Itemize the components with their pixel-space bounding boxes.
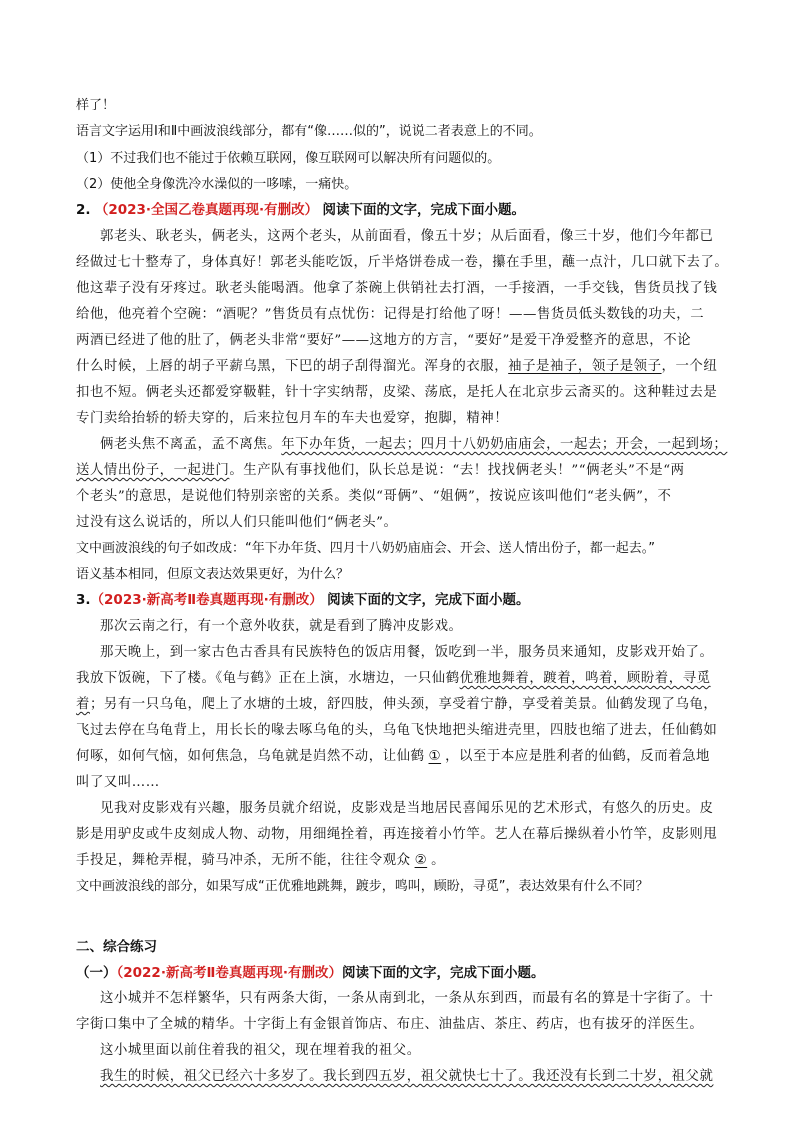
q3-blank-2: ②: [414, 853, 428, 868]
q3-p2-text: ；另有一只乌龟，爬上了水塘的土坡，舒四肢，伸头颈，享受着宁静，享受着美景。仙鹤发现了乌龟，: [89, 697, 718, 712]
q1-line-tail: 样了！: [76, 98, 116, 113]
section-2-source: （2022·新高考Ⅱ卷真题再现·有删改）: [116, 965, 342, 981]
section-2-heading: 二、综合练习: [76, 939, 157, 955]
section-2-p2: 这小城里面以前住着我的祖父，现在埋着我的祖父。: [100, 1043, 421, 1058]
q3-instruction: 阅读下面的文字，完成下面小题。: [327, 592, 530, 608]
q2-wavy-sentence-cont: 送人情出份子，一起进门: [76, 463, 230, 478]
q2-prompt-line-2: 语义基本相同，但原文表达效果更好，为什么？: [76, 567, 350, 582]
q3-p2-line: 飞过去停在乌龟背上，用长长的喙去啄乌龟的头，乌龟飞快地把头缩进壳里，四肢也缩了进去，任仙鹤如: [76, 723, 718, 738]
q2-prompt-line-1: 文中画波浪线的句子如改成：“年下办年货、四月十八奶奶庙庙会、开会、送人情出份子，都一起去。”: [76, 541, 655, 556]
q2-p1-line: 给他，他亮着个空碗：“酒呢？”售货员有点忧伤：记得是打给他了呀！——售货员低头数钱的功夫，二: [76, 307, 705, 322]
q3-p2-line: [76, 670, 711, 688]
section-2-p3: [100, 1068, 713, 1086]
q2-p1-line: 他这辈子没有牙疼过。耿老头能喝酒。他拿了茶碗上供销社去打酒，一手接酒，一手交钱，售货员找了钱: [76, 281, 718, 296]
section-2-instruction: 阅读下面的文字，完成下面小题。: [341, 965, 545, 981]
q2-p2-line: [100, 436, 727, 454]
section-2-p1-line: 字街口集中了全城的精华。十字街上有金银首饰店、布庄、油盐店、茶庄、药店，也有拔牙的洋医生。: [76, 1017, 704, 1032]
q3-p3-line: [76, 852, 445, 870]
section-2-sub-header: [76, 964, 544, 982]
q3-p2-line: [76, 696, 717, 714]
q2-p1-line: 专门卖给抬轿的轿夫穿的，后来拉包月车的车夫也爱穿，抱脚，精神！: [76, 411, 509, 426]
q2-instruction: 阅读下面的文字，完成下面小题。: [322, 202, 525, 218]
q2-p1-line: 郭老头、耿老头，俩老头，这两个老头，从前面看，像五十岁；从后面看，像三十岁，他们今年都已: [100, 229, 714, 244]
q2-p2-line: [76, 462, 685, 480]
q3-p2-line: 叫了又叫……: [76, 775, 160, 790]
q1-item-1: （1）不过我们也不能过于依赖互联网，像互联网可以解决所有问题似的。: [76, 151, 501, 166]
q2-p1-line: [76, 358, 717, 376]
q3-p2-line: [76, 748, 710, 766]
q3-p2-text: 何啄，如何气恼，如何焦急，乌龟就是岿然不动，让仙鹤: [76, 749, 425, 764]
q1-item-2: （2）使他全身像洗冷水澡似的一哆嗦，一痛快。: [76, 177, 358, 192]
q3-blank-1: ①: [428, 749, 442, 764]
q2-p2-line: 过没有这么说话的，所以人们只能叫他们“俩老头”。: [76, 515, 398, 530]
section-2-wavy-line: 我生的时候，祖父已经六十多岁了。我长到四五岁，祖父就快七十了。我还没有长到二十岁，祖父就: [100, 1069, 714, 1084]
q3-p2-line: 那天晚上，到一家古色古香具有民族特色的饭店用餐，饭吃到一半，服务员来通知，皮影戏开始了。: [100, 645, 714, 660]
q1-prompt: 语言文字运用Ⅰ和Ⅱ中画波浪线部分，都有“像……似的”，说说二者表意上的不同。: [76, 124, 542, 139]
q3-wavy-phrase-cont: 着: [76, 697, 90, 712]
q3-p2-text: 我放下饭碗，下了楼。《龟与鹤》正在上演，水塘边，一只仙鹤: [76, 671, 460, 686]
q2-source: （2023·全国乙卷真题再现·有删改）: [94, 202, 319, 218]
section-2-p1-line: 这小城并不怎样繁华，只有两条大街，一条从南到北，一条从东到西，而最有名的算是十字街了。十: [100, 991, 714, 1006]
q3-p3-line: 影是用驴皮或牛皮刻成人物、动物，用细绳拴着，再连接着小竹竿。艺人在幕后操纵着小竹竿，皮影则甩: [76, 827, 718, 842]
q2-p2-text: 。生产队有事找他们，队长总是说：“去！找找俩老头！”“俩老头”不是“两: [229, 463, 685, 478]
q2-underlined-phrase: 袖子是袖子，领子是领子: [508, 359, 662, 374]
q3-p1: 那次云南之行，有一个意外收获，就是看到了腾冲皮影戏。: [100, 619, 463, 634]
q2-wavy-sentence: 年下办年货，一起去；四月十八奶奶庙庙会，一起去；开会，一起到场；: [281, 437, 728, 452]
q2-header: [76, 201, 525, 219]
q3-p3-text: 手投足，舞枪弄棍，骑马冲杀，无所不能，往往令观众: [76, 853, 411, 868]
q3-source: （2023·新高考Ⅱ卷真题再现·有删改）: [90, 592, 323, 608]
q2-p1-text: ，一个纽: [661, 359, 718, 374]
q3-wavy-phrase: 优雅地舞着，踱着，鸣着，顾盼着，寻觅: [459, 671, 711, 686]
q3-p3-text: 。: [431, 853, 446, 868]
q3-p2-text: ，以至于本应是胜利者的仙鹤，反而着急地: [445, 749, 710, 764]
q3-p3-line: 见我对皮影戏有兴趣，服务员就介绍说，皮影戏是当地居民喜闻乐见的艺术形式，有悠久的历史。皮: [100, 801, 714, 816]
q2-p1-line: 两酒已经进了他的肚了，俩老头非常“要好”——这地方的方言，“要好”是爱干净爱整齐的意思，不论: [76, 333, 692, 348]
q2-p1-line: 扣也不短。俩老头还都爱穿靸鞋，针十字实纳帮，皮梁、荡底，是托人在北京步云斋买的。这种鞋过去是: [76, 385, 718, 400]
q3-header: [76, 591, 530, 609]
q2-number: 2.: [76, 202, 91, 218]
q3-prompt: 文中画波浪线的部分，如果写成“正优雅地跳舞，踱步，鸣叫，顾盼，寻觅”，表达效果有什么不同？: [76, 879, 649, 894]
q3-number: 3.: [76, 592, 91, 608]
section-2-sub-number: （一）: [76, 965, 117, 981]
q2-p2-line: 个老头”的意思，是说他们特别亲密的关系。类似“哥俩”、“姐俩”，按说应该叫他们“老头俩”，不: [76, 489, 672, 504]
q2-p2-text: 俩老头焦不离孟，孟不离焦。: [100, 437, 282, 452]
q2-p1-text: 什么时候，上唇的胡子平薪乌黑，下巴的胡子刮得溜光。浑身的衣服，: [76, 359, 509, 374]
q2-p1-line: 经做过七十整寿了，身体真好！郭老头能吃饭，斤半烙饼卷成一卷，攥在手里，蘸一点汁，几口就下去了。: [76, 255, 729, 270]
